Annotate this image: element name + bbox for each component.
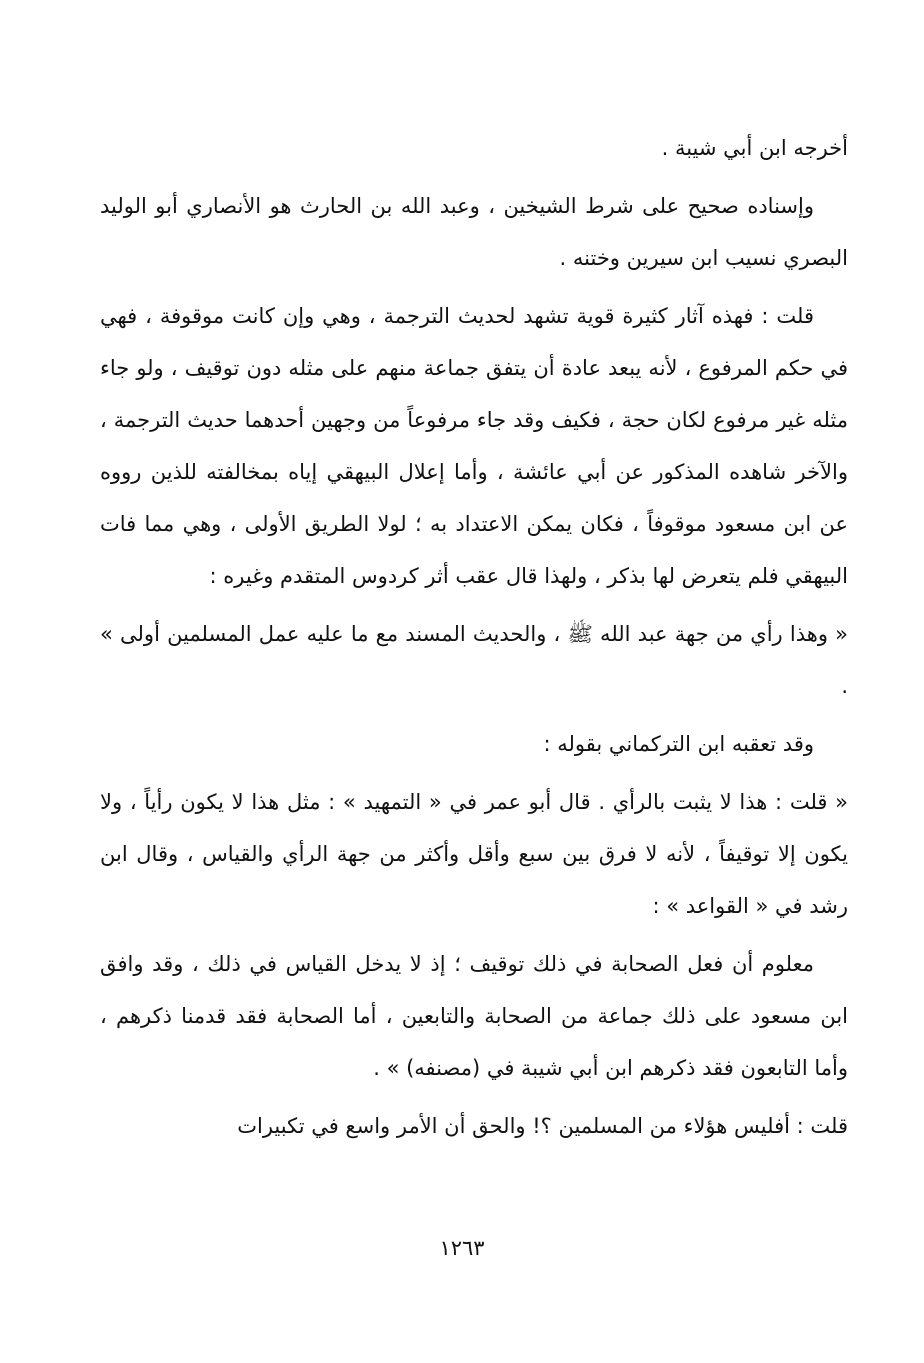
paragraph-commentary: قلت : فهذه آثار كثيرة قوية تشهد لحديث الترجمة ، وهي وإن كانت موقوفة ، فهي في حكم المرفوع ، لأنه يبعد عادة أن يتفق جماعة منهم على مثله دون توقيف ، ولو جاء مثله غير مرفوع لكان حجة ، فكيف وقد جاء مرفوعاً من وجهين أحدهما حديث الترجمة ، والآخر شاهده المذكور عن أبي عائشة ، وأما إعلال البيهقي إياه بمخالفته للذين رووه عن ابن مسعود موقوفاً ، فكان يمكن الاعتداد به ؛ لولا الطريق الأولى ، وهي مما فات البيهقي فلم يتعرض لها بذكر ، ولهذا قال عقب أثر كردوس المتقدم وغيره : bbox=[100, 304, 848, 588]
paragraph-conclusion: قلت : أفليس هؤلاء من المسلمين ؟! والحق أن الأمر واسع في تكبيرات bbox=[237, 1114, 848, 1138]
paragraph-ibn-rushd: معلوم أن فعل الصحابة في ذلك توقيف ؛ إذ لا يدخل القياس في ذلك ، وقد وافق ابن مسعود على ذلك جماعة من الصحابة والتابعين ، أما الصحابة فقد قدمنا ذكرهم ، وأما التابعون فقد ذكرهم ابن أبي شيبة في (مصنفه) » . bbox=[100, 952, 848, 1080]
paragraph-quote-turkmani: « قلت : هذا لا يثبت بالرأي . قال أبو عمر في « التمهيد » : مثل هذا لا يكون رأياً ، ولا يكون إلا توقيفاً ، لأنه لا فرق بين سبع وأقل وأكثر من جهة الرأي والقياس ، وقال ابن رشد في « القواعد » : bbox=[100, 790, 848, 918]
page-number: ١٢٦٣ bbox=[439, 1236, 485, 1260]
paragraph-takhrij: أخرجه ابن أبي شيبة . bbox=[661, 136, 848, 160]
paragraph-isnad: وإسناده صحيح على شرط الشيخين ، وعبد الله بن الحارث هو الأنصاري أبو الوليد البصري نسيب ابن سيرين وختنه . bbox=[100, 194, 848, 270]
page-body bbox=[100, 122, 848, 1152]
paragraph-turkmani-intro: وقد تعقبه ابن التركماني بقوله : bbox=[543, 732, 814, 756]
paragraph-quote-bayhaqi: « وهذا رأي من جهة عبد الله ﷺ ، والحديث المسند مع ما عليه عمل المسلمين أولى » . bbox=[100, 622, 848, 698]
